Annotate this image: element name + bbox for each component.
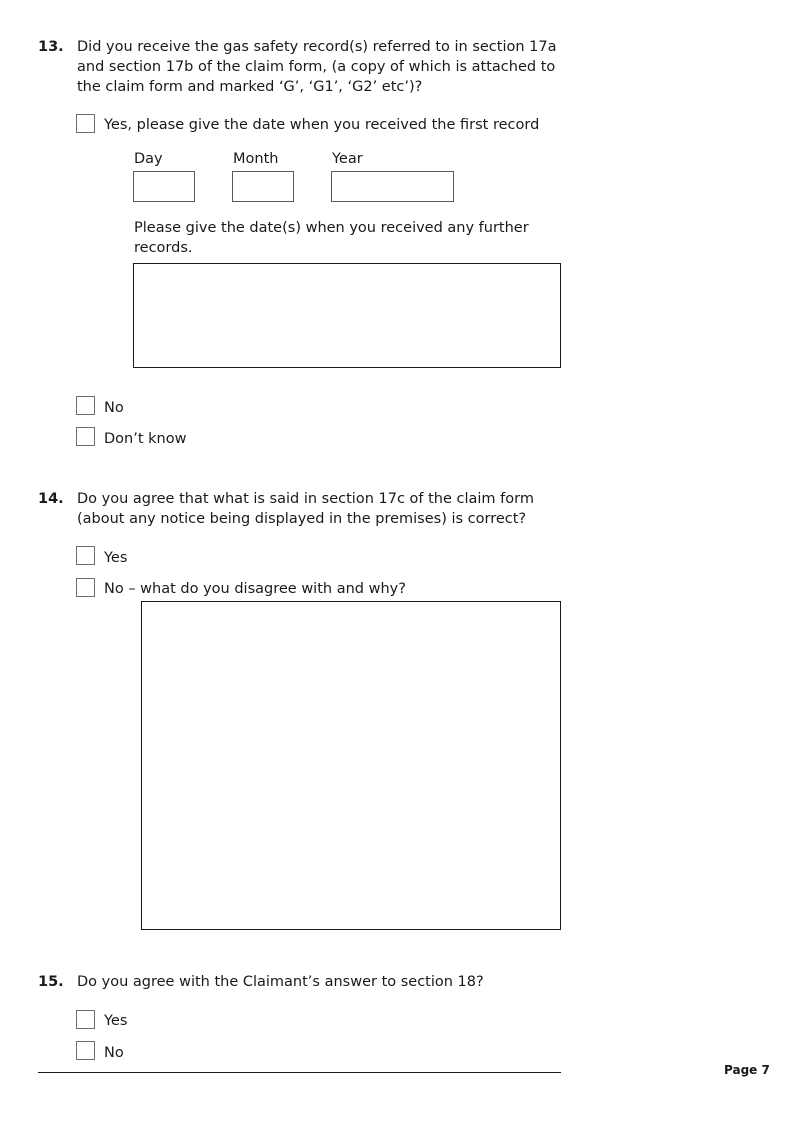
- q13-year-field[interactable]: [331, 171, 454, 202]
- q14-yes-label: Yes: [104, 550, 128, 566]
- q13-day-field[interactable]: [133, 171, 195, 202]
- q15-yes-checkbox[interactable]: [76, 1010, 95, 1029]
- q14-no-label: No – what do you disagree with and why?: [104, 581, 406, 597]
- q13-no-checkbox[interactable]: [76, 396, 95, 415]
- page-number: Page 7: [724, 1063, 770, 1077]
- q13-question-text: Did you receive the gas safety record(s) referred to in section 17a and section 17b of the claim form, (a copy of which is attached to the claim form and marked ‘G’, ‘G1’, ‘G2’ etc’)?: [77, 39, 557, 95]
- q13-further-records-label: Please give the date(s) when you received any further records.: [134, 220, 529, 256]
- q14-number: 14.: [38, 491, 64, 507]
- q15-no-label: No: [104, 1045, 124, 1061]
- footer-divider: [38, 1072, 561, 1073]
- q13-day-label: Day: [134, 151, 163, 167]
- q15-question-text: Do you agree with the Claimant’s answer to section 18?: [77, 974, 484, 990]
- q14-no-checkbox[interactable]: [76, 578, 95, 597]
- q15-number: 15.: [38, 974, 64, 990]
- q13-further-records-textarea[interactable]: [133, 263, 561, 368]
- q14-question-text: Do you agree that what is said in section 17c of the claim form (about any notice being displayed in the premises) is correct?: [77, 491, 534, 527]
- q13-year-label: Year: [332, 151, 363, 167]
- q13-no-label: No: [104, 400, 124, 416]
- q15-no-checkbox[interactable]: [76, 1041, 95, 1060]
- q13-yes-checkbox[interactable]: [76, 114, 95, 133]
- q13-dont-know-checkbox[interactable]: [76, 427, 95, 446]
- q13-yes-label: Yes, please give the date when you received the first record: [104, 117, 540, 133]
- q14-disagree-textarea[interactable]: [141, 601, 561, 930]
- q13-number: 13.: [38, 39, 64, 55]
- q13-month-field[interactable]: [232, 171, 294, 202]
- q15-yes-label: Yes: [104, 1013, 128, 1029]
- q13-month-label: Month: [233, 151, 279, 167]
- q13-dont-know-label: Don’t know: [104, 431, 187, 447]
- q14-yes-checkbox[interactable]: [76, 546, 95, 565]
